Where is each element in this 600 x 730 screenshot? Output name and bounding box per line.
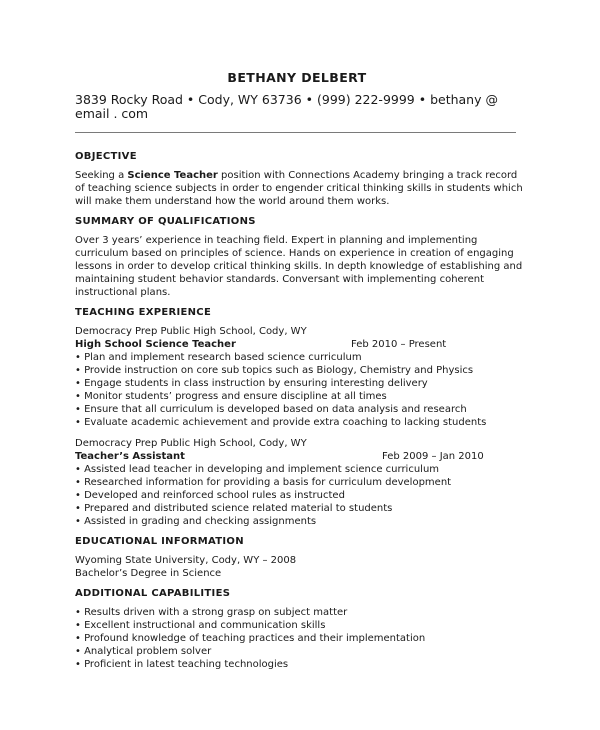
job-dates: Feb 2009 – Jan 2010 [382,451,484,462]
job-entry [75,437,525,528]
education-section [75,535,525,580]
summary-heading: SUMMARY OF QUALIFICATIONS [75,216,256,227]
list-item: • Assisted lead teacher in developing and implement science curriculum [75,464,440,475]
education-heading: EDUCATIONAL INFORMATION [75,536,244,547]
experience-heading: TEACHING EXPERIENCE [75,307,212,318]
list-item: • Engage students in class instruction by ensuring interesting delivery [75,378,428,389]
education-school: Wyoming State University, Cody, WY – 2008 [75,555,297,566]
summary-text: Over 3 years’ experience in teaching field. Expert in planning and implementing curriculum based on principles of science. Hands on experience in creation of engaging lessons in order to develop critical thinking skills. In depth knowledge of establishing and maintaining student behavior standards. Conversant with implementing coherent instructional plans. [75,235,523,298]
capabilities-section [75,587,525,671]
objective-heading: OBJECTIVE [75,151,137,162]
objective-section [75,150,525,208]
list-item: • Ensure that all curriculum is developed based on data analysis and research [75,404,467,415]
list-item: • Prepared and distributed science related material to students [75,503,393,514]
list-item: • Plan and implement research based science curriculum [75,352,362,363]
applicant-name: BETHANY DELBERT [227,70,367,85]
job-employer: Democracy Prep Public High School, Cody, WY [75,438,307,449]
list-item: • Researched information for providing a basis for curriculum development [75,477,452,488]
objective-rest: position with Connections Academy bringing a track record of teaching science subjects in order to engender critical thinking skills in students which will make them understand how the world around them works. [75,170,523,207]
job-dates: Feb 2010 – Present [351,339,447,350]
job-entry [75,325,525,429]
list-item: • Evaluate academic achievement and provide extra coaching to lacking students [75,417,487,428]
job-title: High School Science Teacher [75,339,236,350]
objective-text [75,169,525,208]
header-divider [75,132,516,133]
list-item: • Provide instruction on core sub topics such as Biology, Chemistry and Physics [75,365,474,376]
list-item: • Developed and reinforced school rules as instructed [75,490,345,501]
job-employer: Democracy Prep Public High School, Cody, WY [75,326,307,337]
job-duties-list [75,463,525,528]
capabilities-list [75,606,525,671]
list-item: • Analytical problem solver [75,646,212,657]
job-title: Teacher’s Assistant [75,451,185,462]
objective-prefix: Seeking a [75,170,128,181]
experience-section [75,306,525,528]
list-item: • Profound knowledge of teaching practices and their implementation [75,633,426,644]
list-item: • Excellent instructional and communication skills [75,620,326,631]
list-item: • Proficient in latest teaching technologies [75,659,289,670]
job-duties-list [75,351,525,429]
list-item: • Assisted in grading and checking assignments [75,516,317,527]
summary-section [75,215,525,299]
list-item: • Monitor students’ progress and ensure discipline at all times [75,391,387,402]
resume-body [75,150,525,671]
contact-info: 3839 Rocky Road • Cody, WY 63736 • (999) 222-9999 • bethany @ email . com [75,92,498,121]
list-item: • Results driven with a strong grasp on subject matter [75,607,348,618]
objective-role: Science Teacher [127,170,218,181]
education-degree: Bachelor’s Degree in Science [75,568,222,579]
capabilities-heading: ADDITIONAL CAPABILITIES [75,588,231,599]
